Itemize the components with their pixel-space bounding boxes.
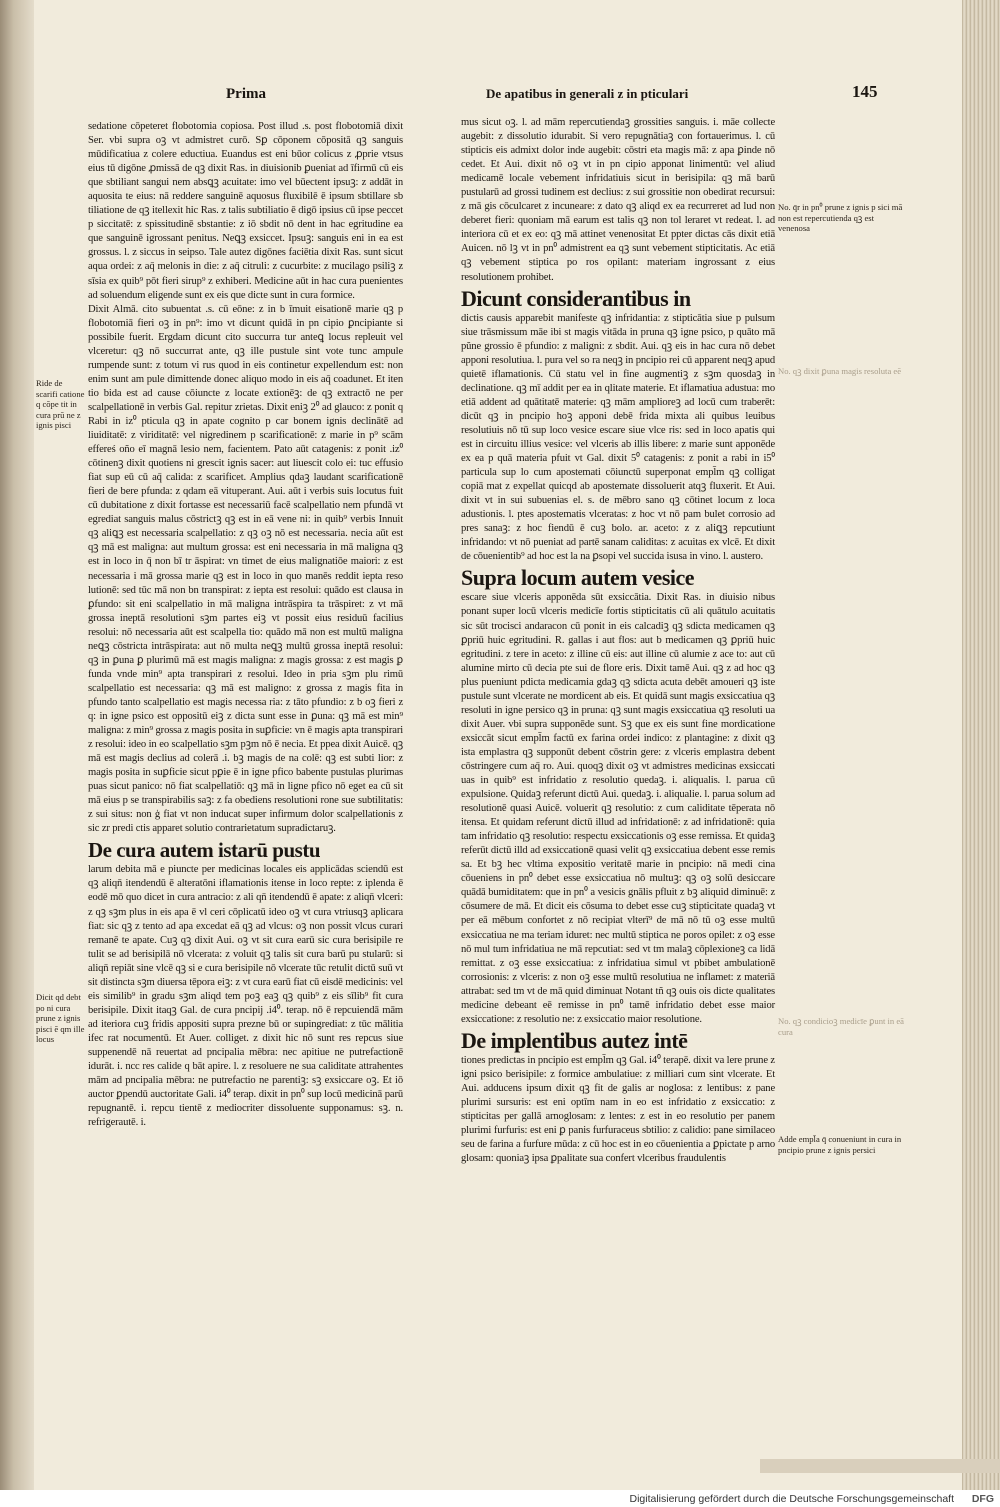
paragraph: mus sicut oꝫ. l. ad mām repercutiendaꝫ grossities sanguis. i. māe collecte augebit: z dissolutio idurabit. Si vero repugnātiaꝫ con fortauerimus. l. cū stipticis eis admixt dolor inde augebit: cōstri eta magis mā: z apa ꝑinde nō cedet. Et Aui. dixit nō oꝫ vt in pn cipio apponat linimentū: vel aliud medicamē locale vebement infridatiuis sicut in berisipila: qꝫ mā barū pustularū ad grossi tudinem est declius: z sui grossitie non obedirat recursui: z mā gis cōculcaret z incuneare: z dato qꝫ aliqd ex ea recurreret ad lud non deberet fieri: quoniam mā earum est talis qꝫ non tol leraret vt redeat. l. ad interiora cū et ex eo: qꝫ mā attinet venenositat Et ppter dictas cās dixit etiā Auicen. nō lꝫ vt in pn⁰ admistrent ea qꝫ sunt vebement stipticitatis. Ac etiā qꝫ vebement stiptica po ros opilant: materiam ingrossant z eius resolutionem prohibet.: [461, 117, 775, 283]
page-edges-bottom: [760, 1459, 1000, 1473]
margin-note: No. q̄r in pn⁰ prune z ignis p sici mā non est repercutienda qꝫ est venenosa: [778, 202, 903, 233]
page-edges-stack: [962, 0, 1000, 1490]
margin-note: Dicit qd debt po ni cura prune z ignis pisci ē qm ille locus: [36, 992, 85, 1044]
paragraph: escare siue vlceris apponēda sūt exsiccātia. Dixit Ras. in diuisio nibus ponant super locū vlceris medicīe fortis stipticitatis cū ali quātulo acuitatis sic sūt trocisci andaracon cū ponit in eis calcadiꝫ qꝫ sdicta medicamen qꝫ ꝑpriū huic egritudini. R. gallas i aut flos: aut b medicamen qꝫ ꝑpriū huic egritudini. z tere in aceto: z illine cū eis: aut illine cū alumie z ace to: aut cū alumine mirto cū decia pte sui de flore eris. Dixit tamē Aui. qꝫ z ad hoc qꝫ plus pueniunt pdicta medicamia gdaꝫ qꝫ sdicta acuta debēt amoueri qꝫ iste pustule sunt vlcerate ne mordicent ab eis. Et quidā sunt magis exsiccatiua qꝫ resoluti in igne persico qꝫ in pruna: qꝫ sunt magis exsiccatiua qꝫ resoluti ua dixit Auer. vbi supra supponēde sunt. Sꝫ que ex eis sunt fine mordicatione exsiccāt sicut empl̄m factū ex farina ordei indico: z plantagine: z dixit qꝫ ista emplastra qꝫ supponūt debent cōstrin gere: z vlceris emplastra debent cōstringere cum aq̄ ro. Aui. quoqꝫ dixit oꝫ vt admistres medicinas exsiccati uas in quib⁹ est infridatio z resolutio quedaꝫ. i. aliqualis. l. parua cū expulsione. Quidaꝫ referunt dictū Aui. quedaꝫ. i. aliqualie. l. parua solum ad resolutionē quasi Auicē. voluerit qꝫ resolutio: z cum caliditate tēperata nō itensa. Et quidam referunt dictū illud ad infridationē: z ad infridationē: quia tam infridatio qꝫ resolutio: respectu exsiccationis oꝫ esse remissa. Et quidaꝫ referūt dictū illd ad exsiccationē quasi velit qꝫ exsiccatiua debent esse remis sa. Et bꝫ hec vltima expositio veritatē marie in pncipio: nā medi cina cōueniens in pn⁰ debet esse exsiccatiua nō multuꝫ: qꝫ oꝫ solū desiccare quādā bumiditatem: que in pn⁰ a vesicis gnālis pfluit z bꝫ aliquid diminuē: z cōsumere de mā. Et dicit eis cōsuma to debet esse cuꝫ stipticitate quadaꝫ vt per eā mēbum confortet z nō recipiat vlterī⁹ de mā nō tū oꝫ esse multū exsiccatiua ne ma teriam iduret: nec multū stiptica ne poros opilet: z oꝫ esse nō mul tum infridatiua ne mā repcutiat: sed vt tm malaꝫ cōplexioneꝫ ca lidā remittat. z oꝫ esse exsiccatiua: z infridatiua simul vt pbibet ambulationē corrosionis: z vlceris: z non oꝫ esse multū resolutiua ne inflamet: z materiā attrabat: sed tm vt de mā quid diminuat Notant tñ qꝫ ouis ois dicte qualitates medicine debeant eē remisse in pn⁰ tamē infridatio debet esse maior exsiccatione: z resolutio ne: z exsiccatio maior resolutione.: [461, 592, 775, 1025]
book-spine-shadow: [0, 0, 34, 1490]
paragraph: Dixit Almā. cito subuentat .s. cū eōne: z in b īmuit eisationē marie qꝫ p flobotomiā fieri oꝫ in pn⁹: imo vt dicunt quidā in pn cipio ꝑncipiante si possibile fuerit. Ergdam dicunt cito succurra tur anteꝗ locus repleuit vel vlceretur: qꝫ nō succurrat ante, qꝫ ille pustule sint vote tunc ampule rumpende sunt: z totum vi rus quod in eis continetur expellendum est: non enim sunt am pule dimittende donec aliquo modo in eis aq̄ coadunet. Et iten tio bida est ad cause cōiuncte z locate extionēꝫ: de qꝫ extractō ne per scalpellationē in verbis Gal. repitur zrietas. Dixit eniꝫ 2⁰ ad glauco: z ponit q Rabi in iz⁰ pticula qꝫ in apate cognito p car bonem ignis declinātē ad liuiditatē: z viriditatē: vel nigredinem p scarificationē: z marie in p⁹ scām effereś oño eī magnā lesio nem, facientem. Pato aūt catagenis: z ponit .iz⁰ cōtinenꝫ dixit quotiens ni grescit ignis sacer: aut liuescit colo ei: tuc effusio fiat sup eū cū aq̄ calida: z scarificet. Amplius qdaꝫ laudant scarificationē fieri de bere pfunda: z qdam eā vituperant. Aui. aūt i verbis suis locutus fuit cū dubitatione z dixit fortasse est necessariū facē scalpellatio nem pfundā vt egrediat sanguis malus cōstrictꝫ qꝫ est in eā vene ni: in quib⁹ verbis Innuit qꝫ aliꝗꝫ est necessaria scalpellatio: z qꝫ oꝫ nō est necessaria. necia aūt est qꝫ mā est maligna: aut multum grossa: est eni necessaria in mā maligna qꝫ est in loco in q̄ non bī tr āspirat: vn timet de eius malignatiōe maiori: z est necessaria i mā grossa marie qꝫ est in loco in quo manēs reddit iepta reso lutionē: sed tūc mā non bn transpirat: z iepta est resolui: quādo est clausa in ꝑfundo: sit eni scalpellatio in mā maligna intrāspira ta trāspiret: z vt mā grossa ineptā resolutioni sꝫm partes eiꝫ vt possit eius residuū facilius resolui: nō necessaria aūt est scalpella tio: quādo mā non est multū maligna neꝗꝫ cōstricta intrāspirata: aut nō multa neꝗꝫ multū grossa ineptā resolui: qꝫ in ꝑuna ꝑ plurimū mā est magis maligna: z magis grossa: z est magis ꝑ funda vnde min⁹ apta transpirari z resolui. Ideo in pria sꝫm plu rimū scalpellatio est necessaria: qꝫ mā est maligno: z grossa z magis fita in pfundo tanto scalpellatio est magis necessa ria: z tāto pfundio: z b oꝫ fieri z q: in igne psico est oppositū eiꝫ z dicta sunt esse in ꝑuna: qꝫ mā est min⁹ maligna: z min⁹ grossa z magis posita in suꝑficie: vn ē magis apta transpirari z resolui: ideo in eo scalpellatio sꝫm pꝫm nō ē necia. Et ppea dixit Auicē. qꝫ mā est magis declius ad colerā .i. bꝫ magis de na colē: qꝫ est subti lior: z magis posita in suꝑficie sicut pꝑie ē in igne pfico babente pustulas plurimas puas sicut panico: nō fiat scalpellatiō: qꝫ mā in ligne pfico nō eget ea cū sit mā eius p se transpirabilis saꝫ: z fa obediens resolutioni rone sue subtilitatis: z sui situs: non ģ fiat vt non inducat super infirmum dolor scalpellationis z sic zr predi ctis apparet solutio contrarietatum supradictaruꝫ.: [88, 303, 403, 835]
margin-note-faded: No. qꝫ dixit ꝑuna magis resoluta eē: [778, 366, 902, 376]
page-number: 145: [852, 82, 878, 101]
margin-note: Adde empl̄a q̄ conueniunt in cura in pncipio prune z ignis persici: [778, 1134, 902, 1155]
margin-note: Ride de scarifi catione q cōpe tit in cura prū ne z ignis pisci: [36, 378, 85, 430]
paragraph: larum debita mā e piuncte per medicinas locales eis applicādas sciendū est qꝫ aliqn̄ itendendū ē alteratōni iflamationis itense in loco repte: z iplenda ē eodē mō quo dicet in cura antracio: z ali qn̄ itendendū ē apate: z aliqn̄ vlceri: z qꝫ sꝫm plus in eis apa ē vl ceri cōplicatū ideo oꝫ vt cura vtriusqꝫ aplicara fiat: sic qꝫ z tento ad apa excedat eā qꝫ ad vlcus: oꝫ non possit vlcus curari remanē te apate. Cuꝫ qꝫ dixit Aui. oꝫ vt sit cura earū sic cura berisipile re tulit se ad berisipilā nō vlcerata: z voluit qꝫ talis sit cura barū pu stularū: si aliqn̄ repiāt sine vlcē qꝫ si e cura berisipile nō vlcerate tūc retulit dictū suū vt sit distincta sꝫm diuersa tēpora eiꝫ: z vt cura earū fiat cū eisdē medicinis: vel eis similib⁹ in gradu sꝫm aliqd tem poꝫ eaꝫ qꝫ quib⁹ z eis sīlib⁹ fit cura berisipile. Dixit itaqꝫ Gal. de cura pncipij .i4⁰. terap. nō ē repcuiendā mām ad iteriora cuꝫ fridis appositi supra prezne bū or supingrediat: z tūc mālitia ifec rat nocumentū. Et Auer. colliget. z dixit hic nō sunt res repcus siue suppenendē nā reuertat ad pncipalia mēbra: nec apitiue ne putrefactionē idurāt. i. ncc res calide q bāt apire. l. z resoluere ne sua caliditate attrahentes mām ad pncipalia mēbra: ne putrefactio ne parentiꝫ: sꝫ exsiccare oꝫ. Et iō auctor ꝑpendū auctoritate Gali. i4⁰ terap. dixit in pn⁰ sup locū medicinā parū repugnantē. i. repcu tientē z mediocriter dissoluente supponamus: sꝫ. n. refrigerautē. i.: [88, 864, 403, 1129]
dfg-logo: DFG: [971, 1493, 994, 1505]
left-text-column: [88, 120, 403, 1130]
header-center-title: De apatibus in generali z in pticulari: [486, 86, 689, 101]
section-heading: De implentibus autez intē: [461, 1027, 688, 1053]
section-heading: Supra locum autem vesice: [461, 565, 695, 591]
margin-note-faded: No. qꝫ condicioꝫ medicīe ꝑunt in eā cura: [778, 1016, 904, 1037]
paragraph: sedatione cōpeteret flobotomia copiosa. Post illud .s. post flobotomiā dixit Ser. vbi supra oꝫ vt admistret curō. Sꝑ cōponem cōpositā qꝫ sanguis mūdificatiua z colere eductiua. Euandus est eni būor colicus z ꝓprie vtsus eius tū digōne ꝓmissā de qꝫ dixit Ras. in diuisionib ꝑueniat ad īfirmū cū eis que sbtiliant sangui nem absꝗꝫ acuitate: imo vel būectent ipsuꝫ: z addāt in aquosita te eius: nā reddere sanguinē aquosus fluxibilē ē ipsum sbtillare sb tiliatione de qꝫ itellexit hic Ras. z talis subtiliatio ē digō ipsius cū ipse peccet p siccitatē: z spissitudinē sbstantie: z iō sbdit nō dent in hac egritudine ea que sanguinē igrossant penitus. Neꝗꝫ exsiccet. Ipsuꝫ: sanguis eni in ea est grossus. l. z siccus in seipso. Tale autez digōnes faciētia dixit Ras. sunt sicut aqua ordei: z aq̄ melonis in die: z aq̄ citruli: z cucurbite: z mucilago psiliꝫ z sīsia ex quib⁹ pōt fieri sirup⁹ z exhiberi. Medicine aūt in hac cura puenientes ad soluendum eligende sunt ex eis que dicte sunt in cura formice.: [88, 121, 403, 301]
header-left-title: Prima: [226, 86, 266, 102]
funding-credit: Digitalisierung gefördert durch die Deutsche Forschungsgemeinschaft: [629, 1493, 954, 1505]
section-heading: Dicunt considerantibus in: [461, 285, 691, 311]
paragraph: tiones predictas in pncipio est empl̄m qꝫ Gal. i4⁰ terapē. dixit va lere prune z igni psico berisipile: z formice ambulatiue: z milliari cum sint vlcerate. Et Aui. adducens ipsum dixit qꝫ fit de galis ar noglosa: z lentibus: z pane plurimi sursuris: est eni optīm nam in eo est infridatio z exsiccatio: z stipticitas per gallā arnoglosam: z lentes: z est in eo resolutio per panem plurimi furfuris: est eni ꝑ panis furfuraceus sbtilio: z calidio: pane similaceo seu de farina a furfure mūda: z cū hoc est in eo cōuenientia a ꝑpictate p arno glosam: quoniaꝫ ipsa ꝑpalitate sua confert vlceribus fraudulentis: [461, 1054, 775, 1165]
running-header: [0, 82, 1000, 106]
paragraph: dictis causis apparebit manifeste qꝫ infridantia: z stipticātia siue p pulsum siue trāsmissum māe ibi st magis vitāda in pruna qꝫ igne psico, p quāto mā pŭne grossio ē pfundio: z maligni: z sbdit. Aui. qꝫ eis in hac cura nō debet apponi resolutiua. l. pura vel so ra neqꝫ in pncipio rei cū apparent neqꝫ apud quietē iflamationis. Cū statu vel in fine augmentiꝫ z sꝫm quosdaꝫ in declinatione. qꝫ mī addit per ea in qlitate materie. Et iflamatiua adustua: mo etiā addent ad quātitatē materie: qꝫ mām amplioreꝫ ad locū cum traberēt: dicūt qꝫ in pncipio hoꝫ apponi debē frida mixta ali quibus leuibus resolutiuis nō tū sup loco vesice escare siue vlce ris: sed in loco apatis qui est in circuitu illius vesice: vel vlceris ab illis libere: z marie sunt apponēde ex ea p quā materia pfuit vt Gal. dixit 5⁰ catagenis: z ponit a rabi in i5⁰ particula sup lo cum apostemati cōiunctū superponat empl̄m qꝫ colligat copiā mat z expellat quicqd ab apostemate dissoluerit atqꝫ fluxerit. Et Aui. dixit vt in sui subuenias el. s. de mēbro sano qꝫ cōtinet locum z loca adustionis. l. ptes apostematis vlceratas: z hoc vt nō pam bulet corrosio ad pres sanaꝫ: z hoc fiendū ē cuꝫ bolo. ar. aceto: z z aliꝗꝫ repcutiunt infridando: vt nō pueniat ad partē sanam caliditas: z acuitas ex vlcē. Et dixit de cōuenientib⁹ ad hoc est la na ꝑsopi vel succida isusa in vino. l. austero.: [461, 312, 775, 563]
digitization-footer: [0, 1490, 1000, 1507]
section-heading: De cura autem istarū pustu: [88, 838, 320, 863]
right-text-column: [461, 116, 775, 1166]
